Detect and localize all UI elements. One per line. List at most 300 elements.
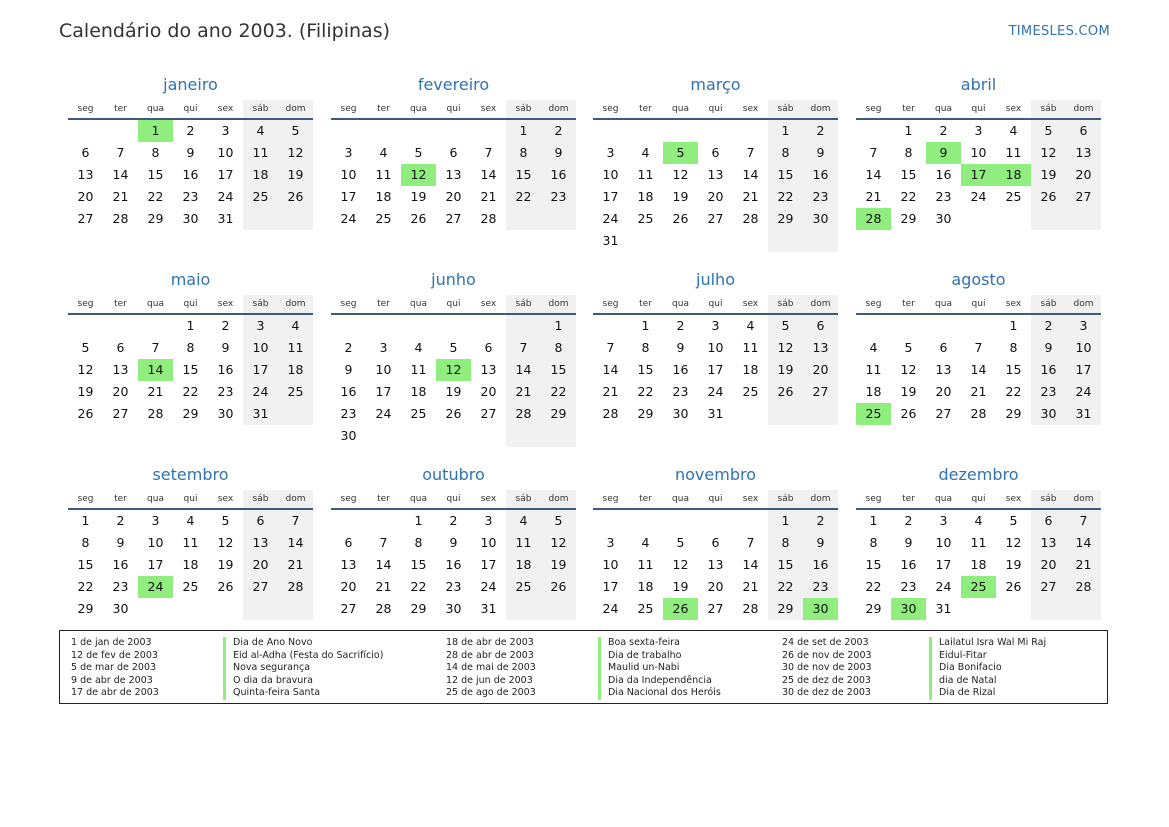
day-cell: 5 — [541, 510, 576, 532]
day-cell: 11 — [243, 142, 278, 164]
holiday-day-cell: 25 — [961, 576, 996, 598]
weekday-label: qui — [183, 104, 198, 114]
month-maio — [68, 265, 313, 425]
day-cell: 5 — [904, 340, 913, 355]
weekday-label: sex — [480, 299, 497, 309]
day-cell: 6 — [243, 510, 278, 532]
empty-day-cell — [68, 120, 103, 142]
week-row — [331, 510, 576, 532]
day-cell: 27 — [707, 601, 724, 616]
week-row — [331, 315, 576, 337]
empty-day-cell — [733, 230, 768, 252]
holiday-date: 12 de jun de 2003 — [446, 674, 533, 686]
empty-day-cell — [663, 230, 698, 252]
day-cell: 18 — [243, 164, 278, 186]
week-row — [68, 403, 313, 425]
empty-day-cell — [628, 120, 663, 142]
weekday-header — [856, 100, 1101, 120]
day-cell: 6 — [1031, 510, 1066, 532]
month-julho — [593, 265, 838, 425]
weekday-label: sáb — [1031, 100, 1066, 118]
day-cell: 5 — [676, 535, 685, 550]
day-cell: 4 — [506, 510, 541, 532]
weekday-label: qui — [708, 299, 723, 309]
week-row — [331, 164, 576, 186]
week-row — [593, 576, 838, 598]
weekday-label: qua — [410, 494, 427, 504]
day-cell: 28 — [742, 211, 759, 226]
day-cell: 24 — [243, 381, 278, 403]
day-cell: 3 — [606, 145, 615, 160]
weekday-header — [593, 490, 838, 510]
day-cell: 13 — [77, 167, 94, 182]
day-cell: 31 — [935, 601, 952, 616]
day-cell: 13 — [1031, 532, 1066, 554]
day-cell: 6 — [116, 340, 125, 355]
day-cell: 29 — [768, 208, 803, 230]
day-cell: 25 — [278, 381, 313, 403]
weekday-header — [331, 490, 576, 510]
day-cell: 21 — [480, 189, 497, 204]
day-cell: 21 — [112, 189, 129, 204]
day-cell: 4 — [1009, 123, 1018, 138]
month-name: junho — [431, 270, 476, 289]
day-cell: 11 — [1005, 145, 1022, 160]
day-cell: 16 — [217, 362, 234, 377]
week-row — [856, 532, 1101, 554]
day-cell: 1 — [186, 318, 195, 333]
holiday-name: Dia de Rizal — [929, 687, 1046, 700]
day-cell: 14 — [865, 167, 882, 182]
day-cell: 6 — [711, 145, 720, 160]
day-cell: 4 — [414, 340, 423, 355]
weekday-label: sáb — [768, 295, 803, 313]
day-cell: 11 — [506, 532, 541, 554]
weekday-header — [68, 490, 313, 510]
day-cell: 17 — [935, 557, 952, 572]
day-cell: 18 — [637, 189, 654, 204]
day-cell: 12 — [278, 142, 313, 164]
empty-day-cell — [243, 208, 278, 230]
empty-day-cell — [593, 120, 628, 142]
day-cell: 30 — [1031, 403, 1066, 425]
day-cell: 11 — [970, 535, 987, 550]
day-cell: 20 — [243, 554, 278, 576]
day-cell: 17 — [147, 557, 164, 572]
day-cell: 5 — [768, 315, 803, 337]
empty-day-cell — [243, 598, 278, 620]
week-row — [593, 598, 838, 620]
weekday-header — [331, 100, 576, 120]
day-cell: 27 — [707, 211, 724, 226]
day-cell: 23 — [541, 186, 576, 208]
month-março — [593, 70, 838, 252]
holiday-day-cell: 25 — [856, 403, 891, 425]
day-cell: 29 — [768, 598, 803, 620]
day-cell: 23 — [900, 579, 917, 594]
holiday-day-cell: 12 — [436, 359, 471, 381]
day-cell: 16 — [541, 164, 576, 186]
week-row — [856, 510, 1101, 532]
day-cell: 6 — [711, 535, 720, 550]
month-name: outubro — [422, 465, 485, 484]
day-cell: 8 — [869, 535, 878, 550]
week-row — [593, 186, 838, 208]
holiday-day-cell: 1 — [138, 120, 173, 142]
week-row — [593, 359, 838, 381]
day-cell: 23 — [672, 384, 689, 399]
holiday-date: 5 de mar de 2003 — [71, 662, 157, 673]
day-cell: 17 — [243, 359, 278, 381]
month-name: agosto — [951, 270, 1006, 289]
day-cell: 27 — [243, 576, 278, 598]
month-agosto — [856, 265, 1101, 425]
weekday-label: qua — [147, 104, 164, 114]
day-cell: 24 — [340, 211, 357, 226]
weekday-label: seg — [340, 494, 357, 504]
day-cell: 22 — [768, 186, 803, 208]
empty-day-cell — [103, 315, 138, 337]
day-cell: 23 — [340, 406, 357, 421]
week-row — [68, 532, 313, 554]
weekday-label: sex — [742, 494, 759, 504]
day-cell: 3 — [221, 123, 230, 138]
day-cell: 10 — [480, 535, 497, 550]
day-cell: 2 — [221, 318, 230, 333]
day-cell: 26 — [445, 406, 462, 421]
day-cell: 24 — [602, 211, 619, 226]
week-row — [593, 554, 838, 576]
month-novembro — [593, 460, 838, 620]
day-cell: 18 — [970, 557, 987, 572]
weekday-label: qui — [183, 299, 198, 309]
weekday-label: sex — [480, 104, 497, 114]
day-cell: 7 — [746, 145, 755, 160]
day-cell: 16 — [935, 167, 952, 182]
empty-day-cell — [436, 425, 471, 447]
day-cell: 19 — [217, 557, 234, 572]
empty-day-cell — [366, 315, 401, 337]
day-cell: 14 — [112, 167, 129, 182]
weekday-label: seg — [865, 299, 882, 309]
day-cell: 18 — [278, 359, 313, 381]
week-row — [68, 186, 313, 208]
page-title: Calendário do ano 2003. (Filipinas) — [59, 20, 391, 42]
day-cell: 8 — [81, 535, 90, 550]
day-cell: 19 — [768, 359, 803, 381]
day-cell: 14 — [970, 362, 987, 377]
day-cell: 23 — [1031, 381, 1066, 403]
day-cell: 10 — [1066, 337, 1101, 359]
holiday-date: 25 de dez de 2003 — [782, 674, 871, 686]
empty-day-cell — [803, 403, 838, 425]
day-cell: 12 — [768, 337, 803, 359]
day-cell: 4 — [869, 340, 878, 355]
day-cell: 2 — [803, 120, 838, 142]
day-cell: 3 — [606, 535, 615, 550]
day-cell: 27 — [935, 406, 952, 421]
day-cell: 5 — [449, 340, 458, 355]
day-cell: 12 — [672, 557, 689, 572]
day-cell: 26 — [1031, 186, 1066, 208]
day-cell: 28 — [480, 211, 497, 226]
empty-day-cell — [401, 315, 436, 337]
empty-day-cell — [506, 315, 541, 337]
day-cell: 20 — [1031, 554, 1066, 576]
day-cell: 20 — [935, 384, 952, 399]
day-cell: 20 — [707, 579, 724, 594]
day-cell: 15 — [506, 164, 541, 186]
month-setembro — [68, 460, 313, 620]
weekday-label: dom — [1066, 295, 1101, 313]
day-cell: 25 — [375, 211, 392, 226]
day-cell: 25 — [637, 211, 654, 226]
day-cell: 6 — [939, 340, 948, 355]
day-cell: 6 — [803, 315, 838, 337]
holiday-date: 26 de nov de 2003 — [782, 649, 872, 661]
weekday-label: dom — [803, 490, 838, 508]
weekday-header — [856, 490, 1101, 510]
holiday-date: 12 de fev de 2003 — [71, 649, 158, 661]
day-cell: 1 — [641, 318, 650, 333]
day-cell: 23 — [112, 579, 129, 594]
day-cell: 21 — [278, 554, 313, 576]
day-cell: 11 — [865, 362, 882, 377]
empty-day-cell — [1031, 208, 1066, 230]
day-cell: 19 — [672, 579, 689, 594]
empty-day-cell — [733, 403, 768, 425]
month-dezembro — [856, 460, 1101, 620]
day-cell: 21 — [1066, 554, 1101, 576]
day-cell: 16 — [803, 164, 838, 186]
day-cell: 30 — [935, 211, 952, 226]
weekday-label: seg — [77, 299, 94, 309]
holiday-date: 30 de nov de 2003 — [782, 662, 872, 673]
empty-day-cell — [208, 598, 243, 620]
day-cell: 7 — [484, 145, 493, 160]
day-cell: 6 — [484, 340, 493, 355]
empty-day-cell — [663, 120, 698, 142]
day-cell: 2 — [904, 513, 913, 528]
day-cell: 1 — [768, 510, 803, 532]
day-cell: 20 — [803, 359, 838, 381]
weekday-label: qua — [410, 104, 427, 114]
day-cell: 16 — [900, 557, 917, 572]
week-row — [331, 359, 576, 381]
empty-day-cell — [541, 598, 576, 620]
day-cell: 5 — [414, 145, 423, 160]
week-row — [331, 186, 576, 208]
day-cell: 12 — [77, 362, 94, 377]
week-row — [331, 403, 576, 425]
day-cell: 26 — [900, 406, 917, 421]
empty-day-cell — [68, 315, 103, 337]
day-cell: 14 — [278, 532, 313, 554]
day-cell: 12 — [1005, 535, 1022, 550]
day-cell: 10 — [147, 535, 164, 550]
day-cell: 16 — [340, 384, 357, 399]
day-cell: 13 — [1066, 142, 1101, 164]
day-cell: 29 — [637, 406, 654, 421]
weekday-label: sáb — [768, 100, 803, 118]
month-name: julho — [696, 270, 735, 289]
holiday-name: O dia da bravura — [223, 675, 383, 688]
day-cell: 9 — [676, 340, 685, 355]
weekday-label: seg — [602, 299, 619, 309]
holiday-date: 25 de ago de 2003 — [446, 687, 536, 698]
day-cell: 19 — [541, 554, 576, 576]
day-cell: 15 — [637, 362, 654, 377]
day-cell: 1 — [81, 513, 90, 528]
week-row — [856, 120, 1101, 142]
day-cell: 17 — [602, 189, 619, 204]
weekday-label: dom — [278, 490, 313, 508]
weekday-label: sáb — [1031, 295, 1066, 313]
weekday-label: qui — [183, 494, 198, 504]
day-cell: 30 — [672, 406, 689, 421]
day-cell: 10 — [602, 167, 619, 182]
day-cell: 28 — [375, 601, 392, 616]
day-cell: 2 — [344, 340, 353, 355]
day-cell: 25 — [742, 384, 759, 399]
week-row — [68, 315, 313, 337]
month-name: janeiro — [163, 75, 218, 94]
day-cell: 25 — [1005, 189, 1022, 204]
day-cell: 19 — [445, 384, 462, 399]
empty-day-cell — [366, 510, 401, 532]
empty-day-cell — [663, 510, 698, 532]
holiday-date: 9 de abr de 2003 — [71, 674, 153, 686]
week-row — [856, 208, 1101, 230]
day-cell: 26 — [768, 381, 803, 403]
day-cell: 11 — [637, 167, 654, 182]
day-cell: 26 — [278, 186, 313, 208]
week-row — [68, 554, 313, 576]
day-cell: 19 — [1005, 557, 1022, 572]
week-row — [68, 120, 313, 142]
holiday-day-cell: 12 — [401, 164, 436, 186]
day-cell: 6 — [81, 145, 90, 160]
day-cell: 25 — [410, 406, 427, 421]
day-cell: 28 — [112, 211, 129, 226]
empty-day-cell — [366, 425, 401, 447]
day-cell: 4 — [243, 120, 278, 142]
holiday-name: Quinta-feira Santa — [223, 687, 383, 700]
empty-day-cell — [1031, 598, 1066, 620]
weekday-label: seg — [340, 104, 357, 114]
day-cell: 18 — [375, 189, 392, 204]
day-cell: 1 — [869, 513, 878, 528]
day-cell: 28 — [278, 576, 313, 598]
weekday-label: sáb — [768, 490, 803, 508]
day-cell: 27 — [1066, 186, 1101, 208]
day-cell: 23 — [445, 579, 462, 594]
day-cell: 13 — [340, 557, 357, 572]
weekday-label: sáb — [243, 295, 278, 313]
week-row — [856, 359, 1101, 381]
day-cell: 14 — [375, 557, 392, 572]
empty-day-cell — [698, 510, 733, 532]
week-row — [68, 598, 313, 620]
day-cell: 8 — [768, 142, 803, 164]
day-cell: 12 — [1031, 142, 1066, 164]
day-cell: 19 — [278, 164, 313, 186]
day-cell: 15 — [768, 554, 803, 576]
day-cell: 8 — [541, 337, 576, 359]
day-cell: 14 — [480, 167, 497, 182]
holiday-name: Dia da Independência — [598, 675, 721, 688]
day-cell: 21 — [147, 384, 164, 399]
day-cell: 24 — [480, 579, 497, 594]
week-row — [856, 381, 1101, 403]
day-cell: 14 — [742, 557, 759, 572]
empty-day-cell — [733, 510, 768, 532]
day-cell: 10 — [707, 340, 724, 355]
site-link[interactable]: TIMESLES.COM — [1008, 24, 1110, 39]
week-row — [593, 381, 838, 403]
day-cell: 22 — [541, 381, 576, 403]
day-cell: 16 — [182, 167, 199, 182]
day-cell: 13 — [935, 362, 952, 377]
day-cell: 20 — [707, 189, 724, 204]
day-cell: 7 — [506, 337, 541, 359]
weekday-label: qui — [971, 494, 986, 504]
empty-day-cell — [278, 403, 313, 425]
month-name: abril — [960, 75, 997, 94]
empty-day-cell — [768, 230, 803, 252]
week-row — [856, 337, 1101, 359]
day-cell: 15 — [77, 557, 94, 572]
day-cell: 29 — [147, 211, 164, 226]
weekday-label: dom — [541, 295, 576, 313]
day-cell: 1 — [1009, 318, 1018, 333]
weekday-label: qua — [935, 104, 952, 114]
day-cell: 27 — [445, 211, 462, 226]
holiday-day-cell: 17 — [961, 164, 996, 186]
weekday-label: sáb — [506, 295, 541, 313]
day-cell: 27 — [112, 406, 129, 421]
weekday-label: sex — [217, 299, 234, 309]
day-cell: 13 — [707, 557, 724, 572]
holiday-date: 24 de set de 2003 — [782, 637, 869, 648]
day-cell: 30 — [445, 601, 462, 616]
holiday-day-cell: 9 — [926, 142, 961, 164]
empty-day-cell — [331, 510, 366, 532]
day-cell: 4 — [746, 318, 755, 333]
day-cell: 11 — [742, 340, 759, 355]
day-cell: 6 — [449, 145, 458, 160]
day-cell: 26 — [410, 211, 427, 226]
day-cell: 10 — [375, 362, 392, 377]
holiday-day-cell: 24 — [138, 576, 173, 598]
week-row — [331, 208, 576, 230]
day-cell: 9 — [344, 362, 353, 377]
day-cell: 5 — [1009, 513, 1018, 528]
month-name: dezembro — [938, 465, 1019, 484]
day-cell: 21 — [865, 189, 882, 204]
day-cell: 22 — [900, 189, 917, 204]
day-cell: 3 — [344, 145, 353, 160]
holiday-day-cell: 28 — [856, 208, 891, 230]
day-cell: 18 — [182, 557, 199, 572]
day-cell: 9 — [116, 535, 125, 550]
weekday-label: sex — [742, 104, 759, 114]
month-junho — [331, 265, 576, 447]
week-row — [856, 315, 1101, 337]
day-cell: 3 — [939, 513, 948, 528]
holiday-name: Lailatul Isra Wal Mi Raj — [929, 637, 1046, 650]
day-cell: 1 — [904, 123, 913, 138]
